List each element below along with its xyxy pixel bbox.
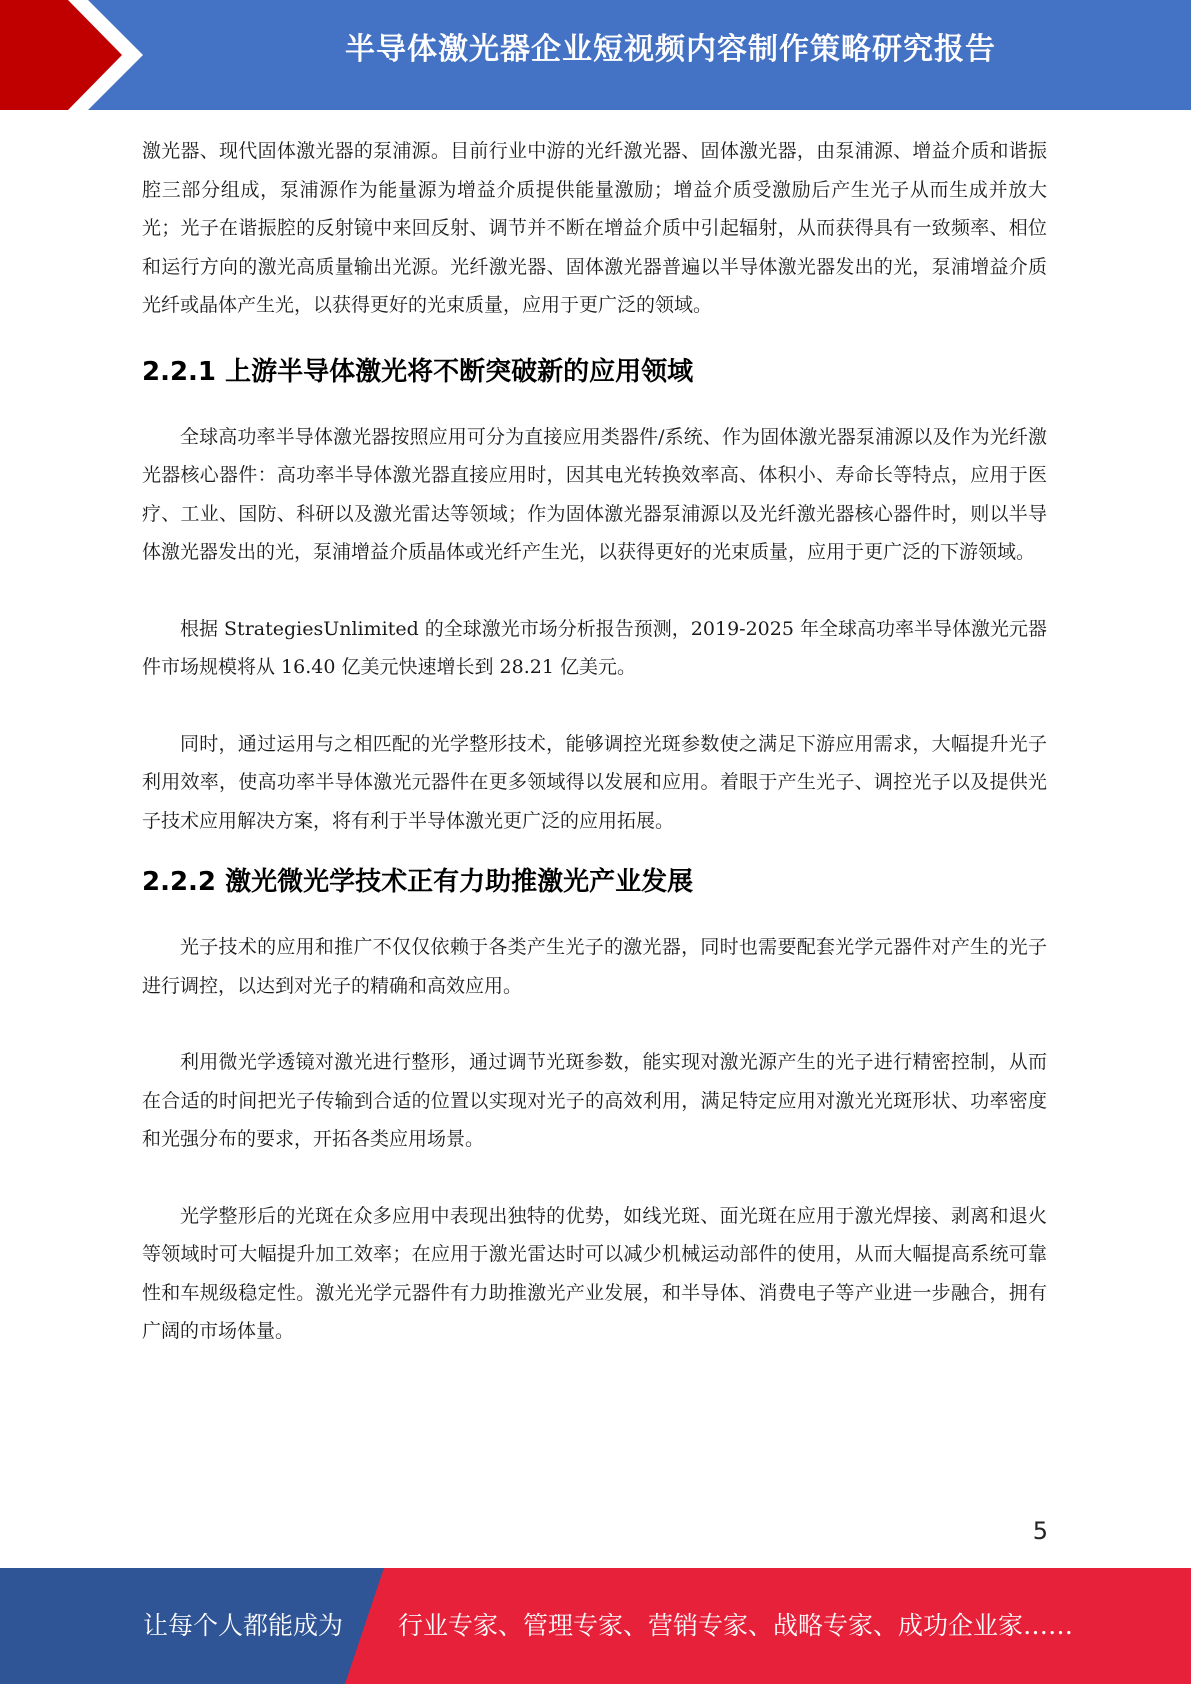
footer-slogan-right: 行业专家、管理专家、营销专家、战略专家、成功企业家……: [398, 1611, 1074, 1640]
section-1-paragraph: 根据 StrategiesUnlimited 的全球激光市场分析报告预测，2019-2025 年全球高功率半导体激光元器件市场规模将从 16.40 亿美元快速增长到 28.21 亿美元。: [142, 617, 1047, 678]
section-1-paragraph: 全球高功率半导体激光器按照应用可分为直接应用类器件/系统、作为固体激光器泵浦源以及作为光纤激光器核心器件：高功率半导体激光器直接应用时，因其电光转换效率高、体积小、寿命长等特点，应用于医疗、工业、国防、科研以及激光雷达等领域；作为固体激光器泵浦源以及光纤激光器核心器件时，则以半导体激光器发出的光，泵浦增益介质晶体或光纤产生光，以获得更好的光束质量，应用于更广泛的下游领域。: [142, 425, 1047, 563]
section-heading-2-2-1: 2.2.1 上游半导体激光将不断突破新的应用领域: [142, 356, 694, 387]
document-title: 半导体激光器企业短视频内容制作策略研究报告: [345, 32, 996, 67]
header-arrow-decoration: [0, 0, 160, 110]
section-1-paragraph: 同时，通过运用与之相匹配的光学整形技术，能够调控光斑参数使之满足下游应用需求，大幅提升光子利用效率，使高功率半导体激光元器件在更多领域得以发展和应用。着眼于产生光子、调控光子以及提供光子技术应用解决方案，将有利于半导体激光更广泛的应用拓展。: [142, 732, 1047, 832]
section-heading-2-2-2: 2.2.2 激光微光学技术正有力助推激光产业发展: [142, 867, 694, 897]
footer-slogan-left: 让每个人都能成为: [143, 1611, 344, 1640]
footer-banner: [0, 1568, 1191, 1684]
page-number: 5: [1032, 1517, 1048, 1545]
header-bar: [0, 0, 1191, 110]
section-2-paragraph: 光子技术的应用和推广不仅仅依赖于各类产生光子的激光器，同时也需要配套光学元器件对产生的光子进行调控，以达到对光子的精确和高效应用。: [142, 936, 1047, 997]
page-content: [142, 132, 1047, 1351]
section-2-paragraph: 光学整形后的光斑在众多应用中表现出独特的优势，如线光斑、面光斑在应用于激光焊接、剥离和退火等领域时可大幅提升加工效率；在应用于激光雷达时可以减少机械运动部件的使用，从而大幅提高系统可靠性和车规级稳定性。激光光学元器件有力助推激光产业发展，和半导体、消费电子等产业进一步融合，拥有广阔的市场体量。: [142, 1204, 1047, 1342]
section-2-paragraph: 利用微光学透镜对激光进行整形，通过调节光斑参数，能实现对激光源产生的光子进行精密控制，从而在合适的时间把光子传输到合适的位置以实现对光子的高效利用，满足特定应用对激光光斑形状、功率密度和光强分布的要求，开拓各类应用场景。: [142, 1051, 1047, 1150]
intro-paragraph: 激光器、现代固体激光器的泵浦源。目前行业中游的光纤激光器、固体激光器，由泵浦源、增益介质和谐振腔三部分组成，泵浦源作为能量源为增益介质提供能量激励；增益介质受激励后产生光子从而生成并放大光；光子在谐振腔的反射镜中来回反射、调节并不断在增益介质中引起辐射，从而获得具有一致频率、相位和运行方向的激光高质量输出光源。光纤激光器、固体激光器普遍以半导体激光器发出的光，泵浦增益介质光纤或晶体产生光，以获得更好的光束质量，应用于更广泛的领域。: [142, 140, 1047, 316]
